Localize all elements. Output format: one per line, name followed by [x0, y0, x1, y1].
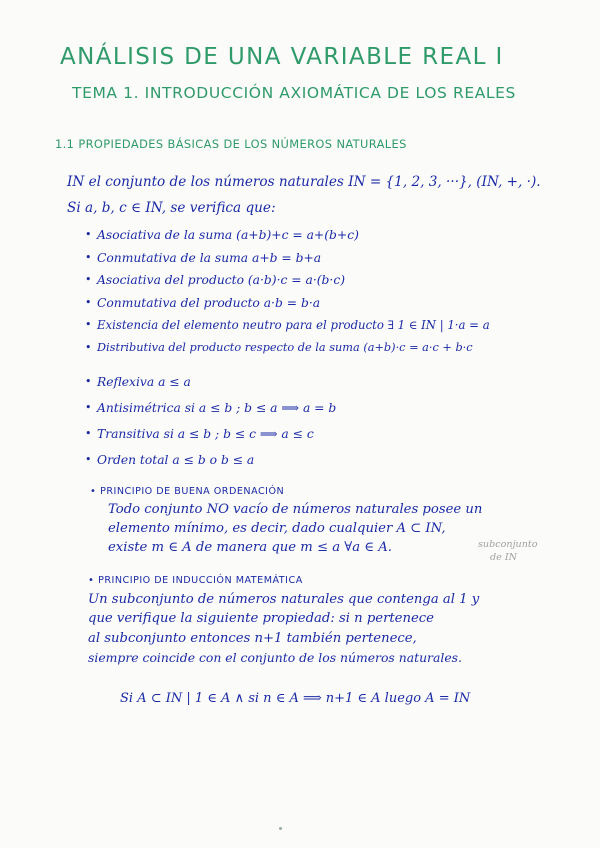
annotation-line: de IN: [490, 552, 518, 563]
annotation-line: subconjunto: [478, 539, 538, 550]
intro-line-1: IN el conjunto de los números naturales IN = {1, 2, 3, ···}, (IN, +, ·).: [67, 174, 541, 190]
section-heading: 1.1 PROPIEDADES BÁSICAS DE LOS NÚMEROS NATURALES: [55, 137, 407, 151]
paragraph-line: que verifique la siguiente propiedad: si n pertenece: [88, 611, 434, 627]
list-item: • Conmutativa de la suma a+b = b+a: [85, 247, 490, 270]
list-item: • Antisimétrica si a ≤ b ; b ≤ a ⟹ a = b: [85, 395, 336, 421]
theme-heading: TEMA 1. INTRODUCCIÓN AXIOMÁTICA DE LOS REALES: [72, 84, 517, 102]
induction-formula: Si A ⊂ IN | 1 ∈ A ∧ si n ∈ A ⟹ n+1 ∈ A luego A = IN: [120, 691, 471, 706]
algebraic-properties-list: [85, 224, 490, 360]
induction-title: • PRINCIPIO DE INDUCCIÓN MATEMÁTICA: [88, 575, 303, 586]
intro-line-2: Si a, b, c ∈ IN, se verifica que:: [67, 200, 276, 216]
well-ordering-text: [108, 500, 482, 557]
list-item: • Conmutativa del producto a·b = b·a: [85, 292, 490, 315]
paragraph-line: Todo conjunto NO vacío de números naturales posee un: [108, 502, 483, 517]
list-item: • Distributiva del producto respecto de la suma (a+b)·c = a·c + b·c: [85, 337, 490, 360]
paragraph-line: siempre coincide con el conjunto de los números naturales.: [88, 650, 462, 666]
paragraph-line: al subconjunto entonces n+1 también pertenece,: [88, 630, 417, 646]
paragraph-line: elemento mínimo, es decir, dado cualquier A ⊂ IN,: [108, 521, 446, 536]
list-item: • Existencia del elemento neutro para el producto ∃ 1 ∈ IN | 1·a = a: [85, 314, 490, 337]
paragraph-line: Un subconjunto de números naturales que contenga al 1 y: [88, 592, 480, 607]
pencil-annotation: [478, 538, 538, 564]
list-item: • Asociativa de la suma (a+b)+c = a+(b+c): [85, 224, 490, 247]
list-item: • Reflexiva a ≤ a: [85, 369, 336, 395]
induction-text: [88, 590, 479, 668]
list-item: • Transitiva si a ≤ b ; b ≤ c ⟹ a ≤ c: [85, 421, 336, 447]
paper-mark: [279, 827, 282, 830]
list-item: • Orden total a ≤ b o b ≤ a: [85, 447, 336, 473]
paragraph-line: existe m ∈ A de manera que m ≤ a ∀a ∈ A.: [108, 540, 392, 555]
well-ordering-title: • PRINCIPIO DE BUENA ORDENACIÓN: [90, 486, 284, 497]
order-properties-list: [85, 369, 336, 473]
page-title: ANÁLISIS DE UNA VARIABLE REAL I: [60, 44, 504, 70]
list-item: • Asociativa del producto (a·b)·c = a·(b·c): [85, 269, 490, 292]
